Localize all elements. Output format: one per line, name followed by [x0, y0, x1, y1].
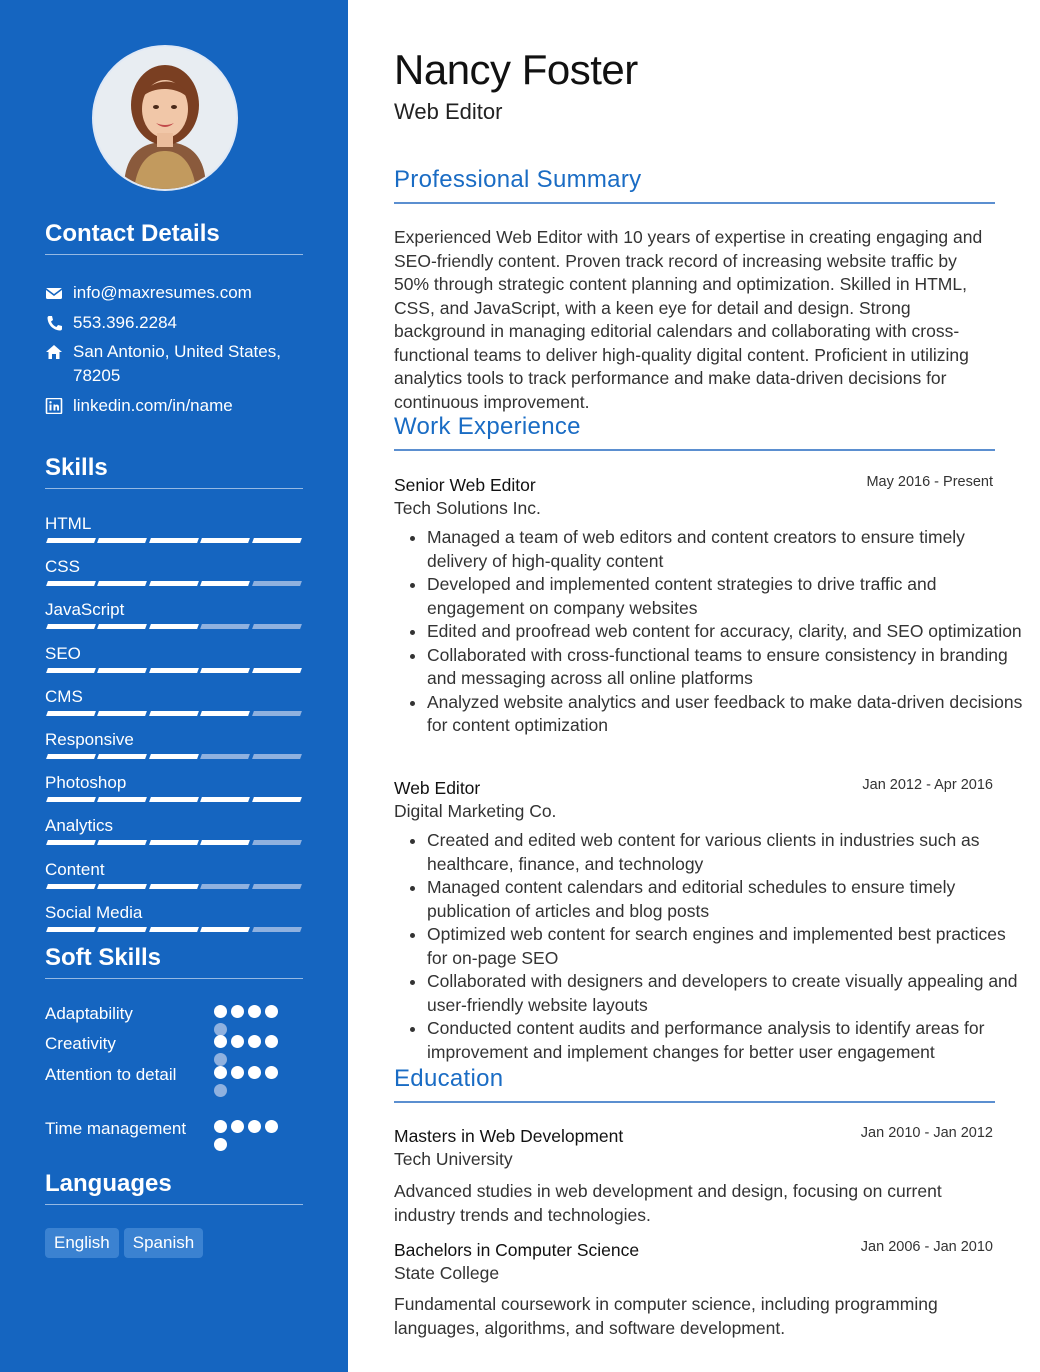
skill-segment-filled: [200, 668, 250, 673]
language-tag: English: [45, 1228, 119, 1258]
rating-dot-filled: [214, 1120, 227, 1133]
rating-dot-filled: [265, 1035, 278, 1048]
skill-segment-filled: [46, 840, 96, 845]
skill-segment-filled: [46, 668, 96, 673]
skill-segment-filled: [149, 624, 199, 629]
skill-segment-filled: [149, 754, 199, 759]
rating-dot-filled: [248, 1035, 261, 1048]
job-title: Web Editor: [394, 778, 481, 798]
skill-segment-filled: [46, 624, 96, 629]
skill-item: [45, 514, 303, 557]
skill-segment-empty: [252, 711, 302, 716]
skill-segment-empty: [252, 840, 302, 845]
job-title: Senior Web Editor: [394, 475, 536, 495]
skill-name: CMS: [45, 686, 83, 706]
skill-segment-empty: [252, 754, 302, 759]
rating-dot-filled: [214, 1138, 227, 1151]
skill-segment-empty: [200, 754, 250, 759]
contact-email-text: info@maxresumes.com: [73, 283, 252, 302]
degree-description: Fundamental coursework in computer science, including programming languages, algorithms, and software development.: [394, 1294, 938, 1338]
skill-segment-filled: [200, 581, 250, 586]
soft-skill-rating: [214, 1066, 294, 1102]
skill-segment-filled: [46, 884, 96, 889]
list-item: • Created and edited web content for various clients in industries such as healthcare, finance, and technology: [427, 829, 1028, 876]
soft-skill-name: Creativity: [45, 1034, 116, 1053]
skill-name: SEO: [45, 643, 81, 663]
rating-dot-filled: [248, 1005, 261, 1018]
skill-level-bar: [45, 884, 303, 889]
skill-segment-filled: [149, 927, 199, 932]
skill-name: Social Media: [45, 902, 143, 922]
contact-phone[interactable]: [45, 311, 303, 335]
skill-segment-filled: [149, 797, 199, 802]
skill-segment-filled: [97, 884, 147, 889]
skill-segment-empty: [200, 884, 250, 889]
rating-dot-filled: [265, 1120, 278, 1133]
skill-item: [45, 816, 303, 859]
degree-date: Jan 2010 - Jan 2012: [860, 1125, 993, 1141]
skill-item: [45, 773, 303, 816]
profile-photo: [94, 47, 236, 189]
skill-segment-filled: [97, 797, 147, 802]
skill-name: CSS: [45, 557, 80, 577]
rating-dot-empty: [214, 1053, 227, 1066]
skill-level-bar: [45, 797, 303, 802]
job-company: Tech Solutions Inc.: [394, 498, 541, 518]
school-name: Tech University: [394, 1149, 513, 1169]
experience-title: Work Experience: [394, 413, 995, 451]
contact-linkedin-text: linkedin.com/in/name: [73, 396, 233, 415]
degree-date: Jan 2006 - Jan 2010: [860, 1239, 993, 1255]
skill-segment-filled: [46, 538, 96, 543]
contact-address-text: San Antonio, United States, 78205: [73, 342, 281, 385]
skill-name: Analytics: [45, 816, 114, 836]
soft-skills-title: Soft Skills: [45, 944, 303, 979]
skill-name: HTML: [45, 514, 92, 533]
skill-segment-filled: [46, 711, 96, 716]
degree-title: Masters in Web Development: [394, 1126, 624, 1146]
skill-item: [45, 860, 303, 903]
skill-segment-empty: [252, 884, 302, 889]
skill-segment-filled: [97, 624, 147, 629]
skills-title: Skills: [45, 454, 303, 489]
school-name: State College: [394, 1263, 500, 1283]
home-icon: [45, 344, 63, 360]
languages-title: Languages: [45, 1170, 303, 1205]
sidebar: [0, 0, 348, 1372]
skill-segment-filled: [200, 797, 250, 802]
skill-segment-filled: [97, 711, 147, 716]
envelope-icon: [45, 285, 63, 301]
skill-segment-filled: [252, 538, 302, 543]
skill-level-bar: [45, 581, 303, 586]
rating-dot-filled: [214, 1066, 227, 1079]
skill-item: [45, 644, 303, 687]
skill-level-bar: [45, 754, 303, 759]
rating-dot-filled: [231, 1035, 244, 1048]
person-role: Web Editor: [394, 99, 503, 124]
avatar: [92, 45, 238, 191]
skill-level-bar: [45, 624, 303, 629]
list-item: • Optimized web content for search engines and implemented best practices for on-page SEO: [427, 923, 1028, 970]
contact-address: [45, 340, 303, 388]
skill-segment-filled: [200, 711, 250, 716]
skill-segment-empty: [200, 624, 250, 629]
contact-list: [45, 281, 303, 418]
skill-segment-filled: [149, 538, 199, 543]
skill-segment-filled: [97, 840, 147, 845]
soft-skill-rating: [214, 1120, 294, 1156]
rating-dot-filled: [248, 1066, 261, 1079]
language-tag: Spanish: [124, 1228, 203, 1258]
skills-section: [45, 454, 303, 922]
skill-item: [45, 903, 303, 946]
skill-segment-filled: [46, 797, 96, 802]
skill-item: [45, 730, 303, 773]
education-title: Education: [394, 1065, 995, 1103]
person-name: Nancy Foster: [394, 46, 638, 93]
skill-level-bar: [45, 711, 303, 716]
list-item: • Collaborated with cross-functional teams to ensure consistency in branding and messaging across all online platforms: [427, 644, 1028, 691]
skill-level-bar: [45, 840, 303, 845]
job-bullets: [394, 526, 1028, 738]
skill-segment-filled: [46, 754, 96, 759]
job-company: Digital Marketing Co.: [394, 801, 557, 821]
skill-segment-empty: [252, 927, 302, 932]
contact-linkedin[interactable]: [45, 394, 303, 418]
degree-title: Bachelors in Computer Science: [394, 1240, 640, 1260]
skill-segment-filled: [46, 581, 96, 586]
rating-dot-empty: [214, 1084, 227, 1097]
skill-name: JavaScript: [45, 600, 125, 620]
rating-dot-filled: [265, 1005, 278, 1018]
languages-list: [45, 1228, 208, 1258]
skill-segment-filled: [149, 840, 199, 845]
summary-text: Experienced Web Editor with 10 years of expertise in creating engaging and SEO-friendly content. Proven track record of increasing website traffic by 50% through strategic content planning and optimization. Skilled in HTML, CSS, and JavaScript, with a keen eye for detail and design. Strong background in managing editorial calendars and collaborating with cross-functional teams to deliver high-quality digital content. Proficient in utilizing analytics tools to track performance and make data-driven decisions for continuous improvement.: [394, 227, 983, 412]
phone-icon: [45, 315, 63, 331]
skill-segment-filled: [46, 927, 96, 932]
skill-segment-filled: [149, 581, 199, 586]
skill-item: [45, 557, 303, 600]
summary-title: Professional Summary: [394, 166, 995, 204]
list-item: • Managed content calendars and editorial schedules to ensure timely publication of articles and blog posts: [427, 876, 1028, 923]
skill-item: [45, 600, 303, 643]
languages-section: [45, 1170, 303, 1252]
skill-level-bar: [45, 668, 303, 673]
skill-level-bar: [45, 927, 303, 932]
list-item: • Managed a team of web editors and content creators to ensure timely delivery of high-quality content: [427, 526, 1028, 573]
degree-description: Advanced studies in web development and design, focusing on current industry trends and technologies.: [394, 1181, 942, 1225]
skill-segment-filled: [97, 581, 147, 586]
rating-dot-filled: [265, 1066, 278, 1079]
contact-section: [45, 220, 303, 418]
skill-segment-empty: [252, 581, 302, 586]
skill-segment-empty: [252, 624, 302, 629]
skill-segment-filled: [200, 538, 250, 543]
list-item: • Developed and implemented content strategies to drive traffic and engagement on company websites: [427, 573, 1028, 620]
skill-item: [45, 687, 303, 730]
skill-segment-filled: [252, 668, 302, 673]
linkedin-icon: [45, 398, 63, 414]
list-item: • Conducted content audits and performance analysis to identify areas for improvement and implement changes for better user engagement: [427, 1017, 1028, 1064]
rating-dot-filled: [214, 1035, 227, 1048]
soft-skill-name: Time management: [45, 1119, 187, 1138]
skill-level-bar: [45, 538, 303, 543]
skill-segment-filled: [97, 927, 147, 932]
soft-skill-name: Attention to detail: [45, 1065, 177, 1084]
skill-segment-filled: [200, 840, 250, 845]
skill-name: Photoshop: [45, 773, 127, 793]
skill-segment-filled: [252, 797, 302, 802]
rating-dot-filled: [231, 1120, 244, 1133]
skill-segment-filled: [97, 668, 147, 673]
soft-skill-name: Adaptability: [45, 1004, 133, 1023]
skill-segment-filled: [200, 927, 250, 932]
skill-segment-filled: [97, 754, 147, 759]
job-date: Jan 2012 - Apr 2016: [862, 777, 993, 793]
job-date: May 2016 - Present: [866, 474, 993, 490]
rating-dot-filled: [231, 1005, 244, 1018]
skill-name: Content: [45, 859, 105, 879]
skill-name: Responsive: [45, 730, 134, 749]
job-bullets: [394, 829, 1028, 1064]
rating-dot-filled: [248, 1120, 261, 1133]
skill-segment-filled: [149, 668, 199, 673]
skill-segment-filled: [97, 538, 147, 543]
skill-segment-filled: [149, 711, 199, 716]
contact-title: Contact Details: [45, 220, 303, 255]
list-item: • Collaborated with designers and developers to create visually appealing and user-friendly website layouts: [427, 970, 1028, 1017]
skill-segment-filled: [149, 884, 199, 889]
list-item: • Edited and proofread web content for accuracy, clarity, and SEO optimization: [427, 620, 1028, 644]
soft-skills-section: [45, 944, 303, 1138]
contact-email[interactable]: [45, 281, 303, 305]
rating-dot-filled: [214, 1005, 227, 1018]
rating-dot-filled: [231, 1066, 244, 1079]
contact-phone-text: 553.396.2284: [73, 313, 177, 332]
list-item: • Analyzed website analytics and user feedback to make data-driven decisions for content optimization: [427, 691, 1028, 738]
